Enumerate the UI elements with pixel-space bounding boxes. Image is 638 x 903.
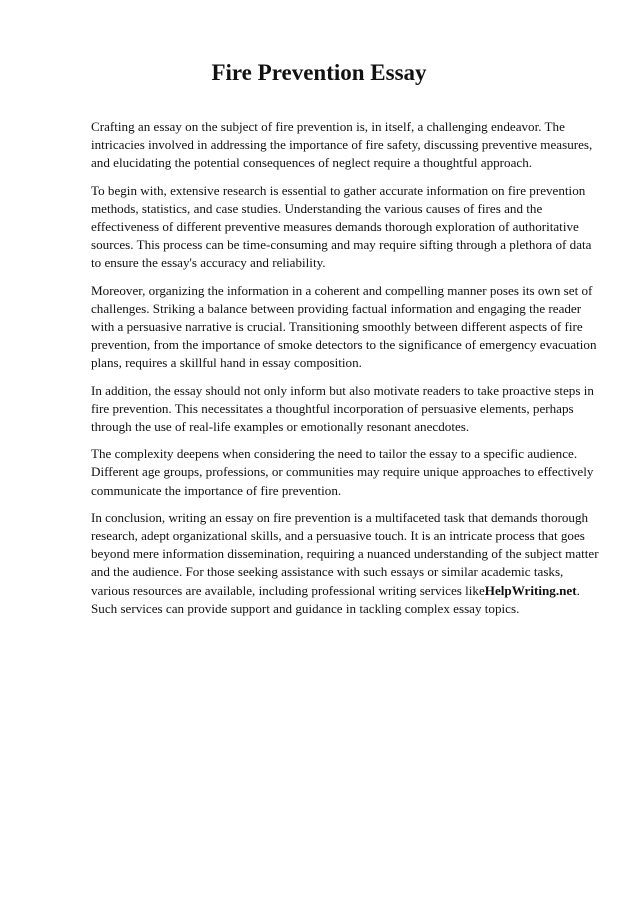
conclusion-text: In conclusion, writing an essay on fire prevention is a multifaceted task that demands thorough research, adept organizational skills, and a persuasive touch. It is an intricate process that goes beyond mere information dissemination, requiring a nuanced understanding of the subject matter and the audience. For those seeking assistance with such essays or similar academic tasks, various resources are available, including professional writing services like [91, 509, 599, 598]
paragraph-motivation: In addition, the essay should not only inform but also motivate readers to take proactive steps in fire prevention. This necessitates a thoughtful incorporation of persuasive elements, perhaps through the use of real-life examples or emotionally resonant anecdotes. [91, 382, 594, 435]
brand-link[interactable]: HelpWriting.net [484, 582, 577, 598]
paragraph-organization: Moreover, organizing the information in a coherent and compelling manner poses its own set of challenges. Striking a balance between providing factual information and engaging the reader with a persuasive narrative is crucial. Transitioning smoothly between different aspects of fire prevention, from the importance of smoke detectors to the significance of emergency evacuation plans, requires a skillful hand in essay composition. [91, 282, 597, 371]
document-body [91, 118, 599, 627]
document-title: Fire Prevention Essay [211, 60, 427, 85]
paragraph-intro: Crafting an essay on the subject of fire prevention is, in itself, a challenging endeavor. The intricacies involved in addressing the importance of fire safety, discussing preventive measures, and elucidating the potential consequences of neglect require a thoughtful approach. [91, 119, 593, 171]
paragraph-conclusion [91, 509, 599, 618]
paragraph-research: To begin with, extensive research is essential to gather accurate information on fire prevention methods, statistics, and case studies. Understanding the various causes of fires and the effectiveness of different preventive measures demands thorough exploration of authoritative sources. This process can be time-consuming and may require sifting through a plethora of data to ensure the essay's accuracy and reliability. [91, 182, 592, 271]
paragraph-audience: The complexity deepens when considering the need to tailor the essay to a specific audience. Different age groups, professions, or communities may require unique approaches to effectively communicate the importance of fire prevention. [91, 446, 594, 498]
conclusion-end-text: . Such services can provide support and guidance in tackling complex essay topics. [91, 582, 580, 616]
